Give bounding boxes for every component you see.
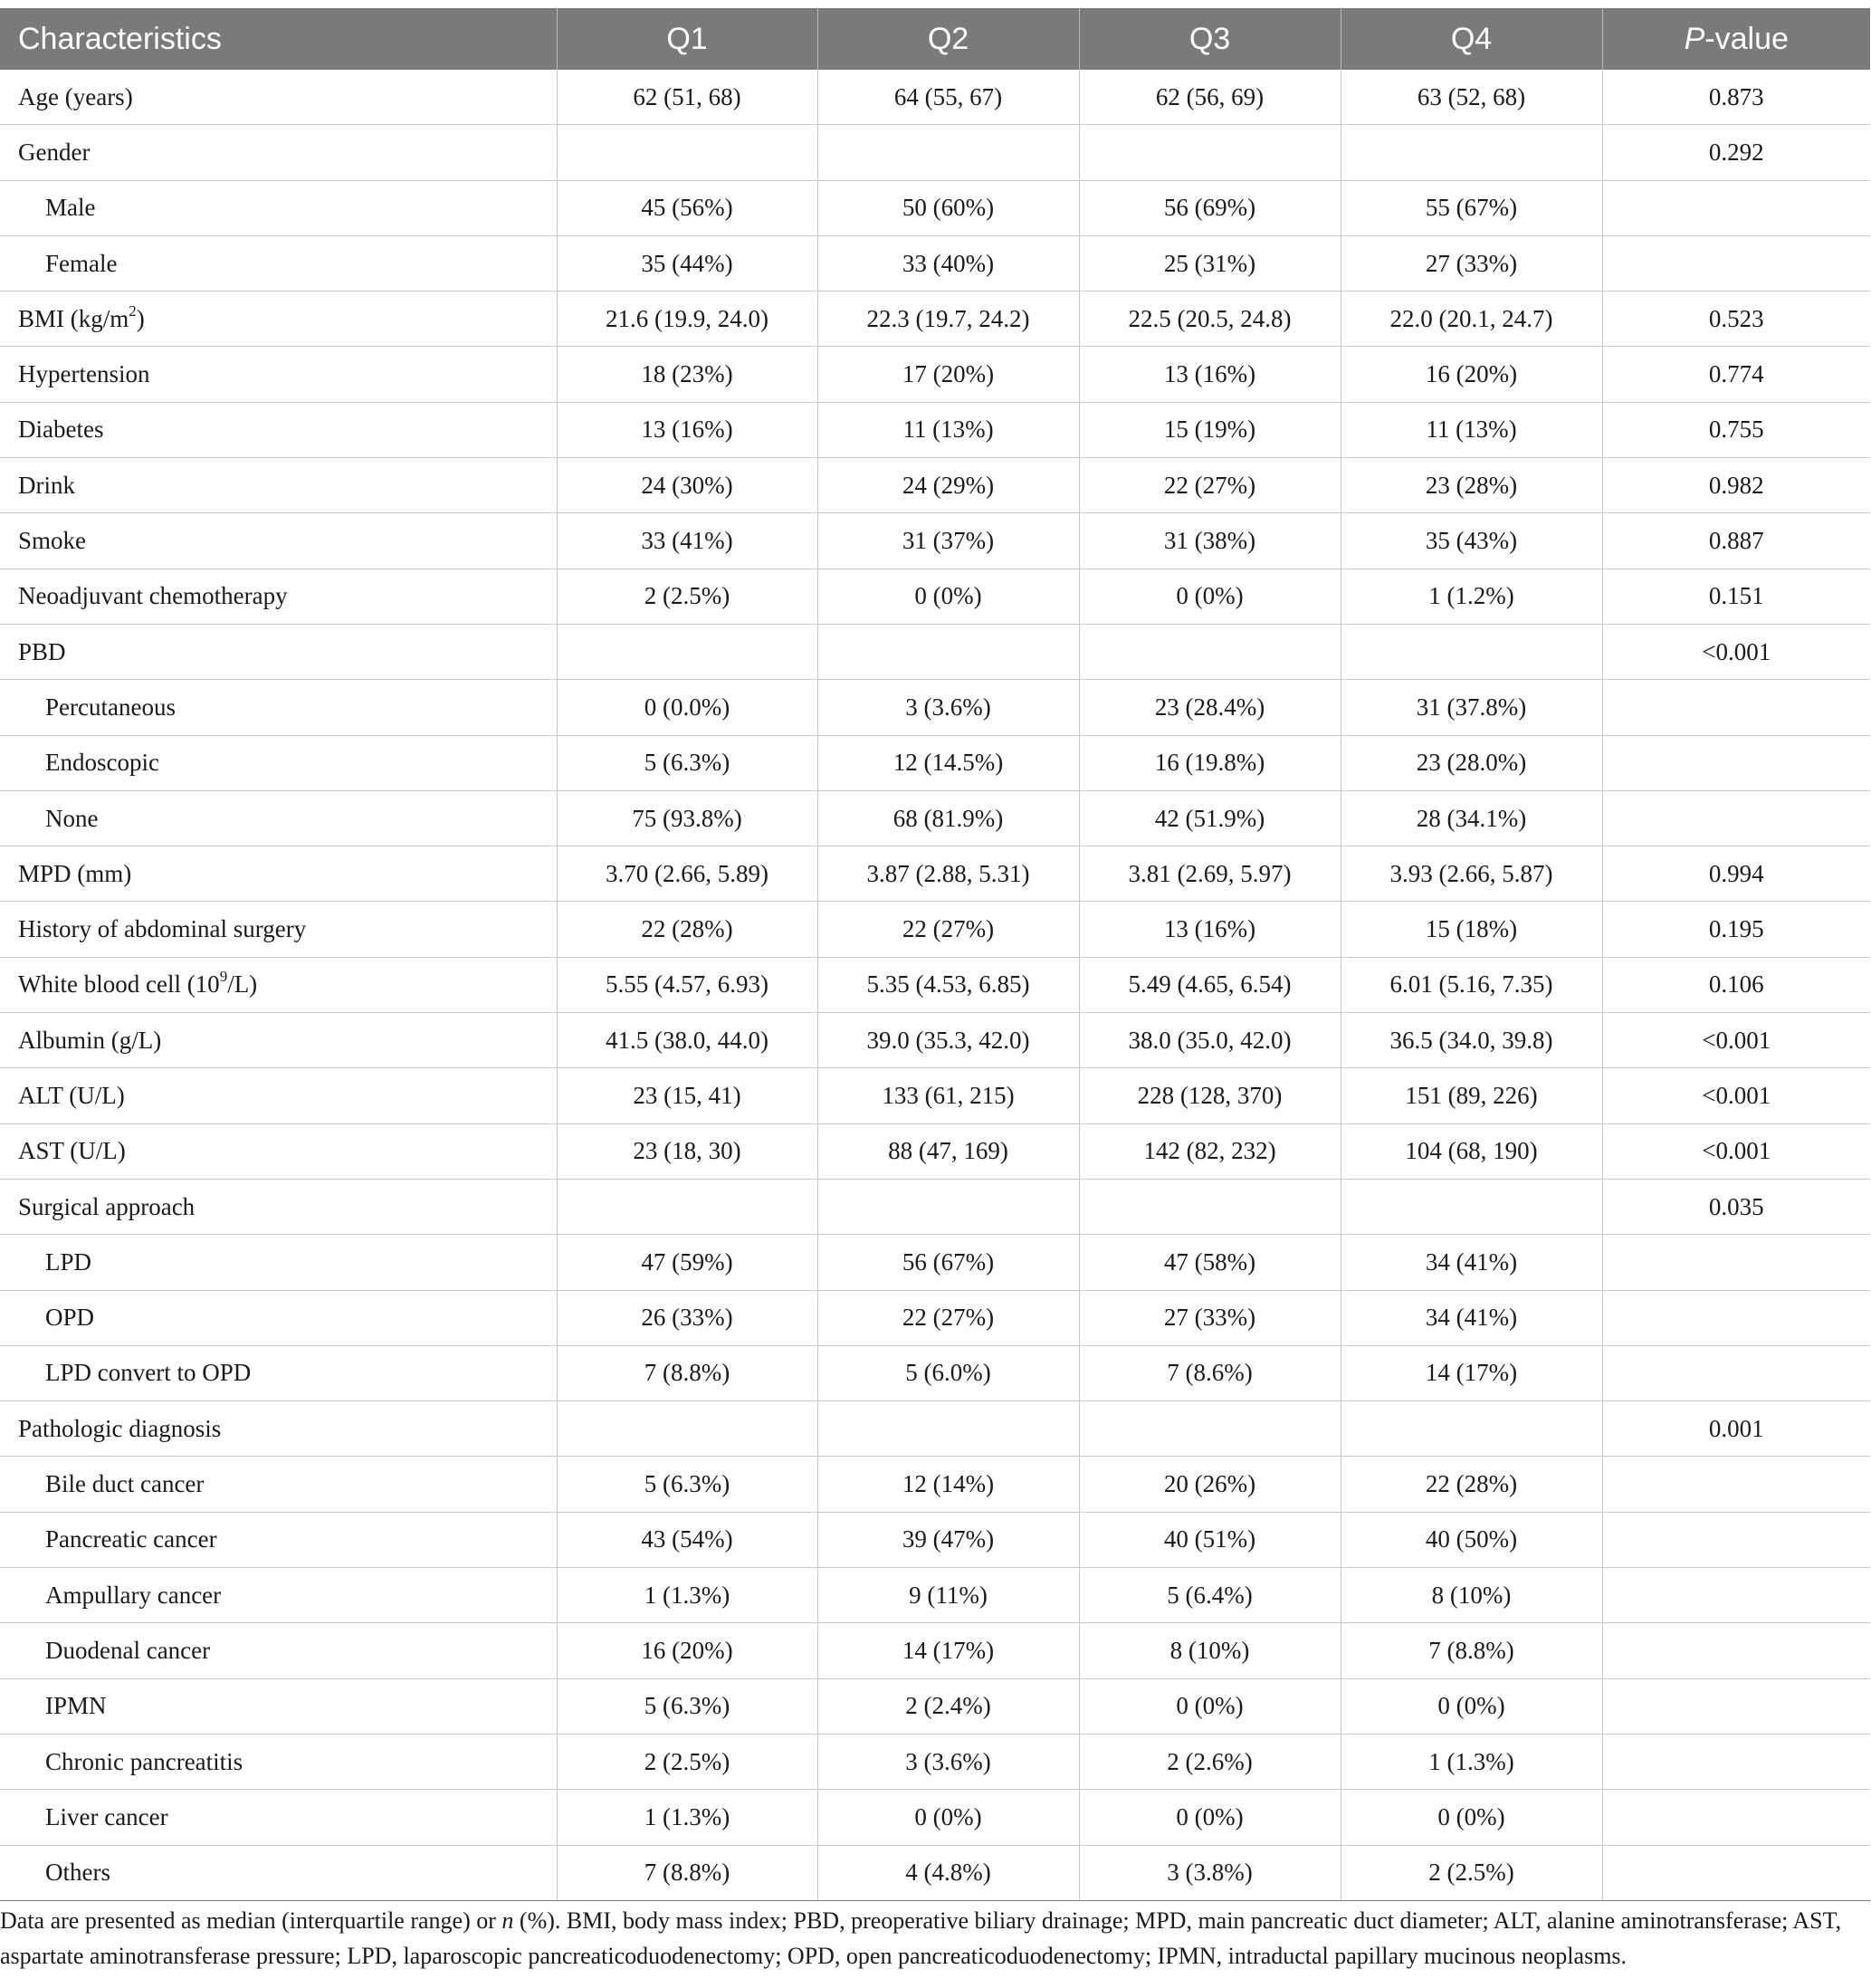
cell-q2: 133 (61, 215)	[817, 1068, 1079, 1123]
cell-q1: 26 (33%)	[557, 1290, 817, 1345]
cell-p-value: 0.873	[1602, 70, 1870, 125]
cell-q4: 0 (0%)	[1341, 1790, 1602, 1845]
cell-p-value	[1602, 1457, 1870, 1512]
row-label-text: Gender	[18, 138, 91, 166]
cell-q2: 50 (60%)	[817, 180, 1079, 235]
header-row	[0, 8, 1870, 70]
row-label-text: Chronic pancreatitis	[45, 1747, 243, 1775]
cell-q1: 75 (93.8%)	[557, 790, 817, 846]
cell-q2: 56 (67%)	[817, 1235, 1079, 1290]
row-label-text: IPMN	[45, 1692, 107, 1720]
cell-q4: 35 (43%)	[1341, 513, 1602, 569]
row-label	[0, 347, 557, 402]
cell-q4: 1 (1.2%)	[1341, 569, 1602, 624]
cell-q4	[1341, 624, 1602, 679]
cell-q2: 4 (4.8%)	[817, 1845, 1079, 1900]
cell-q4: 8 (10%)	[1341, 1568, 1602, 1623]
header-p-letter: P	[1684, 21, 1705, 56]
row-label	[0, 624, 557, 679]
row-label-end: /L)	[227, 970, 258, 999]
row-label-text: White blood cell (10	[18, 970, 220, 999]
cell-q2: 2 (2.4%)	[817, 1678, 1079, 1734]
row-label	[0, 846, 557, 902]
cell-q2	[817, 125, 1079, 180]
table-row	[0, 1845, 1870, 1900]
cell-q3: 3 (3.8%)	[1079, 1845, 1341, 1900]
row-label-text: Diabetes	[18, 416, 104, 444]
row-label-text: History of abdominal surgery	[18, 915, 307, 943]
cell-p-value	[1602, 1790, 1870, 1845]
cell-q4: 23 (28.0%)	[1341, 735, 1602, 790]
cell-p-value: 0.001	[1602, 1401, 1870, 1457]
row-label	[0, 1235, 557, 1290]
cell-q4	[1341, 1179, 1602, 1234]
cell-p-value: 0.755	[1602, 402, 1870, 457]
table-row	[0, 790, 1870, 846]
cell-q4: 31 (37.8%)	[1341, 680, 1602, 735]
cell-q4	[1341, 125, 1602, 180]
cell-q4: 34 (41%)	[1341, 1235, 1602, 1290]
cell-q2: 3 (3.6%)	[817, 680, 1079, 735]
cell-q2: 88 (47, 169)	[817, 1123, 1079, 1179]
table-row	[0, 846, 1870, 902]
cell-q1: 23 (18, 30)	[557, 1123, 817, 1179]
cell-q2: 0 (0%)	[817, 1790, 1079, 1845]
cell-q3: 22 (27%)	[1079, 458, 1341, 513]
cell-q3: 142 (82, 232)	[1079, 1123, 1341, 1179]
cell-p-value	[1602, 1290, 1870, 1345]
cell-q3: 5 (6.4%)	[1079, 1568, 1341, 1623]
cell-p-value	[1602, 180, 1870, 235]
table-row	[0, 1457, 1870, 1512]
header-q2: Q2	[817, 8, 1079, 70]
cell-q3	[1079, 1179, 1341, 1234]
header-characteristics: Characteristics	[0, 8, 557, 70]
table-row	[0, 1123, 1870, 1179]
cell-q3: 38.0 (35.0, 42.0)	[1079, 1013, 1341, 1068]
cell-q3: 20 (26%)	[1079, 1457, 1341, 1512]
cell-q3: 25 (31%)	[1079, 235, 1341, 291]
row-label-text: None	[45, 804, 99, 832]
cell-q1: 16 (20%)	[557, 1623, 817, 1678]
row-label	[0, 680, 557, 735]
cell-q3: 0 (0%)	[1079, 569, 1341, 624]
cell-q1: 7 (8.8%)	[557, 1345, 817, 1400]
cell-q2: 3 (3.6%)	[817, 1734, 1079, 1789]
row-label-text: AST (U/L)	[18, 1137, 126, 1165]
cell-q4: 7 (8.8%)	[1341, 1623, 1602, 1678]
cell-q1: 0 (0.0%)	[557, 680, 817, 735]
cell-q3	[1079, 125, 1341, 180]
table-row	[0, 1401, 1870, 1457]
row-label	[0, 902, 557, 957]
cell-q4: 151 (89, 226)	[1341, 1068, 1602, 1123]
table-row	[0, 292, 1870, 347]
cell-q2: 9 (11%)	[817, 1568, 1079, 1623]
cell-q4: 36.5 (34.0, 39.8)	[1341, 1013, 1602, 1068]
table-row	[0, 125, 1870, 180]
table-row	[0, 1734, 1870, 1789]
cell-q1: 5.55 (4.57, 6.93)	[557, 957, 817, 1012]
row-label-text: Percutaneous	[45, 693, 176, 721]
cell-q2: 33 (40%)	[817, 235, 1079, 291]
cell-q2: 17 (20%)	[817, 347, 1079, 402]
cell-p-value	[1602, 1568, 1870, 1623]
cell-q1: 1 (1.3%)	[557, 1568, 817, 1623]
header-q4: Q4	[1341, 8, 1602, 70]
cell-p-value: <0.001	[1602, 1123, 1870, 1179]
row-label-superscript: 2	[129, 301, 137, 320]
table-row	[0, 458, 1870, 513]
cell-q4: 63 (52, 68)	[1341, 70, 1602, 125]
row-label-text: Drink	[18, 471, 75, 499]
table-row	[0, 624, 1870, 679]
cell-p-value: <0.001	[1602, 1068, 1870, 1123]
cell-q2: 31 (37%)	[817, 513, 1079, 569]
cell-p-value: 0.106	[1602, 957, 1870, 1012]
table-row	[0, 902, 1870, 957]
cell-q3: 42 (51.9%)	[1079, 790, 1341, 846]
cell-q4: 104 (68, 190)	[1341, 1123, 1602, 1179]
row-label	[0, 1179, 557, 1234]
cell-q4: 1 (1.3%)	[1341, 1734, 1602, 1789]
row-label	[0, 1512, 557, 1567]
cell-q1	[557, 1401, 817, 1457]
row-label-text: Others	[45, 1859, 110, 1887]
cell-q4: 22.0 (20.1, 24.7)	[1341, 292, 1602, 347]
cell-q4: 6.01 (5.16, 7.35)	[1341, 957, 1602, 1012]
row-label	[0, 790, 557, 846]
row-label-text: Albumin (g/L)	[18, 1026, 162, 1054]
row-label	[0, 1457, 557, 1512]
row-label-text: PBD	[18, 637, 66, 665]
cell-q1	[557, 1179, 817, 1234]
cell-q2: 12 (14.5%)	[817, 735, 1079, 790]
footnote-part1: Data are presented as median (interquartile range) or	[0, 1907, 502, 1934]
cell-q1: 2 (2.5%)	[557, 1734, 817, 1789]
cell-q1: 43 (54%)	[557, 1512, 817, 1567]
cell-q3: 62 (56, 69)	[1079, 70, 1341, 125]
cell-q2: 22.3 (19.7, 24.2)	[817, 292, 1079, 347]
header-q1: Q1	[557, 8, 817, 70]
cell-q4: 15 (18%)	[1341, 902, 1602, 957]
cell-q4: 28 (34.1%)	[1341, 790, 1602, 846]
row-label	[0, 292, 557, 347]
cell-q3: 0 (0%)	[1079, 1678, 1341, 1734]
cell-q4: 0 (0%)	[1341, 1678, 1602, 1734]
cell-q3: 16 (19.8%)	[1079, 735, 1341, 790]
cell-q1: 2 (2.5%)	[557, 569, 817, 624]
row-label-text: BMI (kg/m	[18, 304, 129, 332]
header-p-suffix: -value	[1704, 21, 1789, 56]
cell-q2: 11 (13%)	[817, 402, 1079, 457]
cell-q3: 7 (8.6%)	[1079, 1345, 1341, 1400]
cell-q3: 5.49 (4.65, 6.54)	[1079, 957, 1341, 1012]
row-label-text: Smoke	[18, 527, 87, 555]
cell-q1	[557, 125, 817, 180]
cell-q2: 14 (17%)	[817, 1623, 1079, 1678]
table-row	[0, 1568, 1870, 1623]
row-label-text: Male	[45, 194, 96, 222]
cell-q3: 13 (16%)	[1079, 902, 1341, 957]
cell-q1: 21.6 (19.9, 24.0)	[557, 292, 817, 347]
row-label	[0, 235, 557, 291]
row-label	[0, 1068, 557, 1123]
row-label	[0, 402, 557, 457]
cell-q3: 3.81 (2.69, 5.97)	[1079, 846, 1341, 902]
table-row	[0, 1345, 1870, 1400]
cell-q2: 0 (0%)	[817, 569, 1079, 624]
cell-q1: 62 (51, 68)	[557, 70, 817, 125]
cell-q1: 23 (15, 41)	[557, 1068, 817, 1123]
row-label-text: Endoscopic	[45, 749, 159, 777]
cell-q2: 3.87 (2.88, 5.31)	[817, 846, 1079, 902]
cell-q1: 24 (30%)	[557, 458, 817, 513]
row-label	[0, 1678, 557, 1734]
cell-q1: 45 (56%)	[557, 180, 817, 235]
cell-q2: 39 (47%)	[817, 1512, 1079, 1567]
cell-q1: 5 (6.3%)	[557, 735, 817, 790]
row-label	[0, 1568, 557, 1623]
cell-q3: 8 (10%)	[1079, 1623, 1341, 1678]
cell-q4: 2 (2.5%)	[1341, 1845, 1602, 1900]
row-label-text: Neoadjuvant chemotherapy	[18, 582, 288, 610]
cell-q4: 40 (50%)	[1341, 1512, 1602, 1567]
cell-q4: 11 (13%)	[1341, 402, 1602, 457]
row-label-text: LPD	[45, 1247, 92, 1276]
cell-q4: 55 (67%)	[1341, 180, 1602, 235]
row-label	[0, 1845, 557, 1900]
row-label	[0, 1790, 557, 1845]
table-header	[0, 8, 1870, 70]
cell-q3: 22.5 (20.5, 24.8)	[1079, 292, 1341, 347]
cell-q3: 2 (2.6%)	[1079, 1734, 1341, 1789]
row-label	[0, 1734, 557, 1789]
cell-p-value: 0.035	[1602, 1179, 1870, 1234]
footnote-part2: (%). BMI, body mass index; PBD, preoperative biliary drainage; MPD, main pancreatic duct diameter; ALT, alanine aminotransferase; AST, aspartate aminotransferase pressure; LPD, laparoscopic pancreaticoduodenectomy; OPD, open pancreaticoduodenectomy; IPMN, intraductal papillary mucinous neoplasms.	[0, 1907, 1842, 1969]
row-label-text: LPD convert to OPD	[45, 1359, 252, 1387]
cell-p-value	[1602, 680, 1870, 735]
cell-q2: 12 (14%)	[817, 1457, 1079, 1512]
cell-q2: 5 (6.0%)	[817, 1345, 1079, 1400]
row-label	[0, 125, 557, 180]
cell-p-value	[1602, 790, 1870, 846]
row-label-text: Age (years)	[18, 82, 133, 110]
cell-q1: 5 (6.3%)	[557, 1678, 817, 1734]
header-q3: Q3	[1079, 8, 1341, 70]
table-row	[0, 1235, 1870, 1290]
row-label-text: OPD	[45, 1304, 95, 1332]
cell-p-value: 0.195	[1602, 902, 1870, 957]
table-row	[0, 957, 1870, 1012]
cell-q1: 35 (44%)	[557, 235, 817, 291]
row-label	[0, 1013, 557, 1068]
cell-q3: 13 (16%)	[1079, 347, 1341, 402]
table-body	[0, 70, 1870, 1900]
cell-q4: 34 (41%)	[1341, 1290, 1602, 1345]
cell-q3: 23 (28.4%)	[1079, 680, 1341, 735]
table-row	[0, 70, 1870, 125]
cell-q3: 0 (0%)	[1079, 1790, 1341, 1845]
cell-q3: 31 (38%)	[1079, 513, 1341, 569]
cell-q2: 22 (27%)	[817, 1290, 1079, 1345]
cell-p-value	[1602, 1678, 1870, 1734]
cell-p-value: 0.523	[1602, 292, 1870, 347]
row-label	[0, 1345, 557, 1400]
row-label	[0, 1401, 557, 1457]
cell-q2: 64 (55, 67)	[817, 70, 1079, 125]
row-label	[0, 180, 557, 235]
table-row	[0, 1623, 1870, 1678]
cell-q1: 5 (6.3%)	[557, 1457, 817, 1512]
row-label	[0, 569, 557, 624]
characteristics-table	[0, 8, 1870, 1901]
cell-q1: 41.5 (38.0, 44.0)	[557, 1013, 817, 1068]
table-row	[0, 569, 1870, 624]
cell-q1: 7 (8.8%)	[557, 1845, 817, 1900]
table-row	[0, 1013, 1870, 1068]
cell-p-value	[1602, 1235, 1870, 1290]
row-label	[0, 458, 557, 513]
header-p-value	[1602, 8, 1870, 70]
row-label-superscript: 9	[219, 968, 228, 986]
cell-p-value: <0.001	[1602, 1013, 1870, 1068]
table-row	[0, 1068, 1870, 1123]
table-row	[0, 180, 1870, 235]
cell-q1: 13 (16%)	[557, 402, 817, 457]
row-label	[0, 957, 557, 1012]
cell-p-value	[1602, 1512, 1870, 1567]
cell-q4: 3.93 (2.66, 5.87)	[1341, 846, 1602, 902]
cell-q2	[817, 1401, 1079, 1457]
cell-p-value	[1602, 1623, 1870, 1678]
footnote-n: n	[501, 1907, 514, 1934]
cell-p-value	[1602, 1345, 1870, 1400]
cell-q3: 15 (19%)	[1079, 402, 1341, 457]
cell-q3: 56 (69%)	[1079, 180, 1341, 235]
cell-q4: 27 (33%)	[1341, 235, 1602, 291]
row-label-text: Bile duct cancer	[45, 1470, 205, 1498]
cell-p-value: 0.774	[1602, 347, 1870, 402]
cell-q4: 14 (17%)	[1341, 1345, 1602, 1400]
cell-q2: 68 (81.9%)	[817, 790, 1079, 846]
row-label-text: Ampullary cancer	[45, 1581, 222, 1609]
row-label-text: Hypertension	[18, 360, 150, 388]
table-row	[0, 235, 1870, 291]
cell-q3: 27 (33%)	[1079, 1290, 1341, 1345]
cell-p-value	[1602, 235, 1870, 291]
row-label	[0, 735, 557, 790]
row-label	[0, 1123, 557, 1179]
table-row	[0, 513, 1870, 569]
table-row	[0, 1290, 1870, 1345]
row-label-text: ALT (U/L)	[18, 1081, 125, 1109]
table-row	[0, 402, 1870, 457]
table-row	[0, 347, 1870, 402]
table-row	[0, 1179, 1870, 1234]
cell-q2: 39.0 (35.3, 42.0)	[817, 1013, 1079, 1068]
cell-p-value	[1602, 1734, 1870, 1789]
table-row	[0, 1512, 1870, 1567]
cell-q4: 22 (28%)	[1341, 1457, 1602, 1512]
cell-p-value: <0.001	[1602, 624, 1870, 679]
cell-p-value: 0.292	[1602, 125, 1870, 180]
cell-q1: 3.70 (2.66, 5.89)	[557, 846, 817, 902]
table-row	[0, 680, 1870, 735]
cell-q1: 1 (1.3%)	[557, 1790, 817, 1845]
cell-q3: 228 (128, 370)	[1079, 1068, 1341, 1123]
row-label-text: Duodenal cancer	[45, 1636, 211, 1664]
cell-q2: 22 (27%)	[817, 902, 1079, 957]
row-label-text: Pancreatic cancer	[45, 1525, 217, 1553]
row-label	[0, 70, 557, 125]
cell-q1: 22 (28%)	[557, 902, 817, 957]
table-row	[0, 1678, 1870, 1734]
cell-p-value: 0.982	[1602, 458, 1870, 513]
row-label-text: Surgical approach	[18, 1192, 196, 1220]
table-footnote	[0, 1903, 1865, 1974]
row-label	[0, 513, 557, 569]
cell-q1	[557, 624, 817, 679]
row-label-text: Liver cancer	[45, 1802, 168, 1830]
cell-p-value: 0.151	[1602, 569, 1870, 624]
cell-q4: 16 (20%)	[1341, 347, 1602, 402]
cell-p-value: 0.994	[1602, 846, 1870, 902]
cell-q1: 33 (41%)	[557, 513, 817, 569]
table-row	[0, 735, 1870, 790]
row-label-text: Pathologic diagnosis	[18, 1414, 222, 1442]
cell-p-value	[1602, 1845, 1870, 1900]
cell-q1: 47 (59%)	[557, 1235, 817, 1290]
cell-q3	[1079, 1401, 1341, 1457]
cell-q3	[1079, 624, 1341, 679]
cell-q4	[1341, 1401, 1602, 1457]
cell-q3: 40 (51%)	[1079, 1512, 1341, 1567]
cell-q2: 24 (29%)	[817, 458, 1079, 513]
row-label-end: )	[136, 304, 145, 332]
cell-q2: 5.35 (4.53, 6.85)	[817, 957, 1079, 1012]
cell-p-value: 0.887	[1602, 513, 1870, 569]
row-label-text: MPD (mm)	[18, 859, 132, 887]
cell-p-value	[1602, 735, 1870, 790]
row-label-text: Female	[45, 249, 118, 277]
cell-q2	[817, 624, 1079, 679]
cell-q3: 47 (58%)	[1079, 1235, 1341, 1290]
row-label	[0, 1623, 557, 1678]
row-label	[0, 1290, 557, 1345]
cell-q4: 23 (28%)	[1341, 458, 1602, 513]
table-row	[0, 1790, 1870, 1845]
cell-q2	[817, 1179, 1079, 1234]
cell-q1: 18 (23%)	[557, 347, 817, 402]
